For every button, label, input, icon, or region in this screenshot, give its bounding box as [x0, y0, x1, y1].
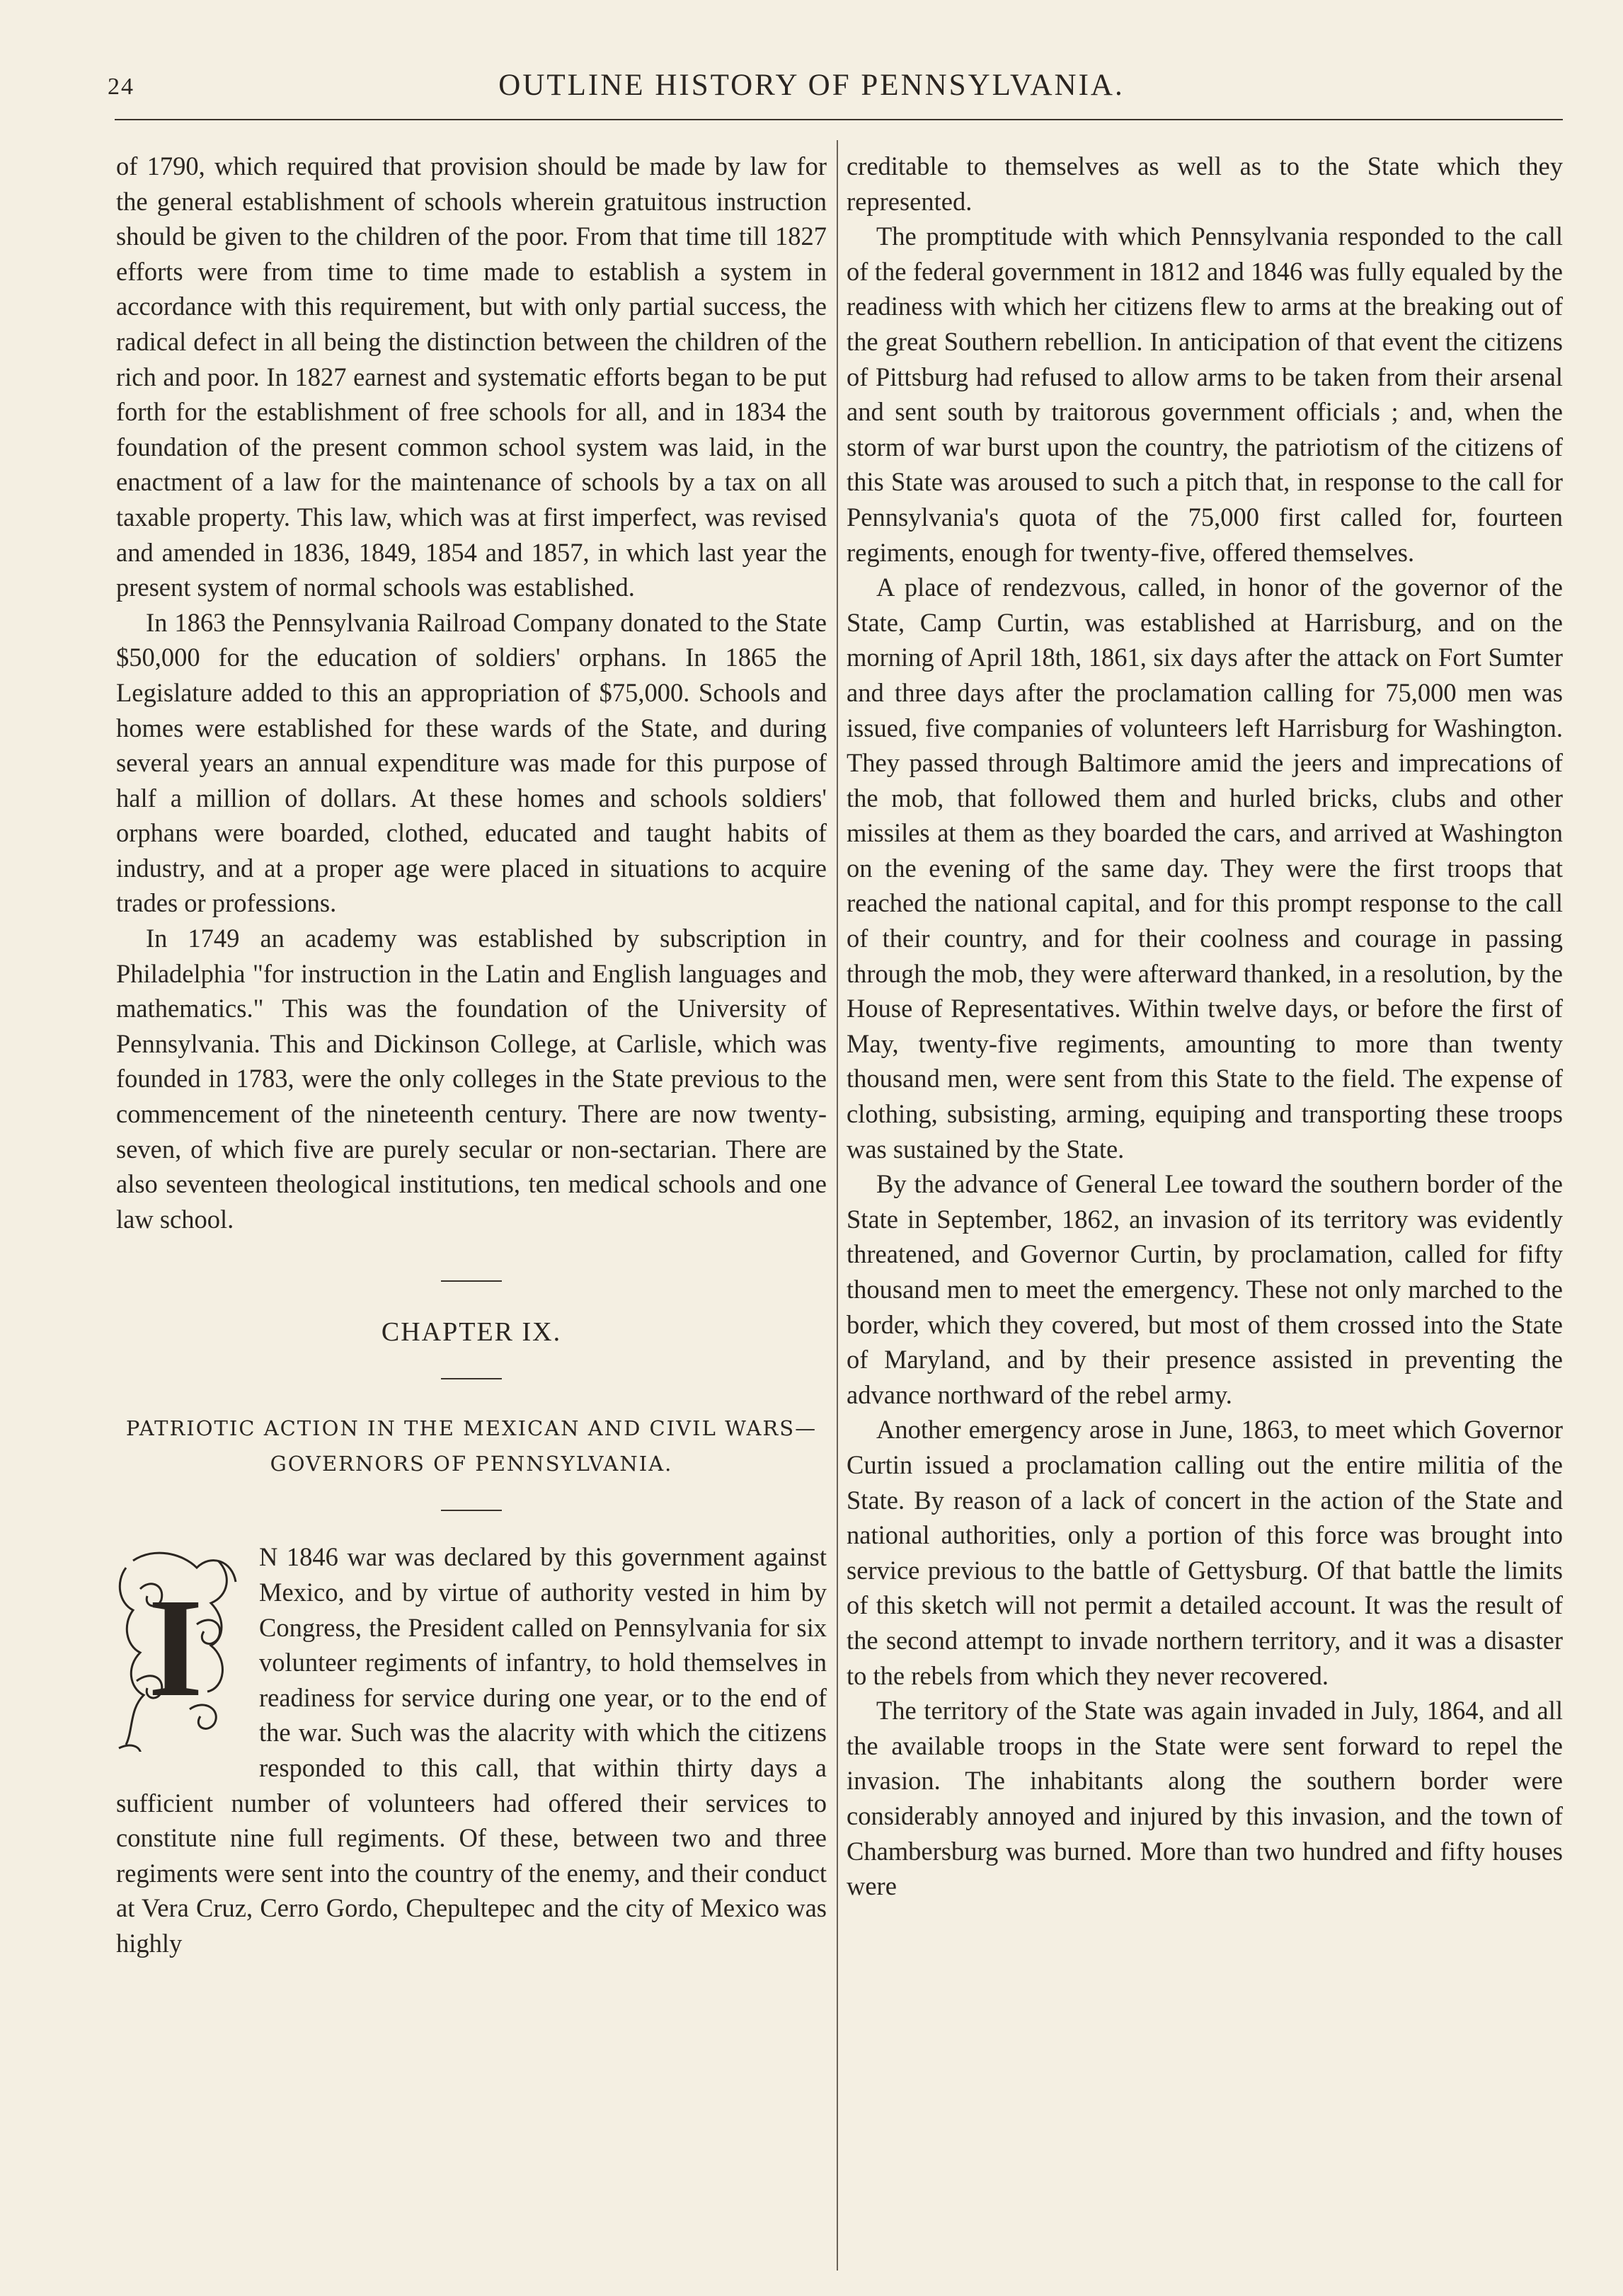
dropcap-letter: I	[148, 1570, 203, 1727]
header-rule	[115, 119, 1563, 120]
paragraph: In 1863 the Pennsylvania Railroad Company donated to the State $50,000 for the education of soldiers' orphans. In 1865 the Legislature added to this an appropriation of $75,000. Schools and homes were established for these wards of the State, and during several years an annual expenditure was made for this purpose of half a million of dollars. At these homes and schools soldiers' orphans were boarded, clothed, educated and taught habits of industry, and at a proper age were placed in situations to acquire trades or professions.	[116, 607, 827, 918]
paragraph: Another emergency arose in June, 1863, to meet which Governor Curtin issued a proclamation calling out the entire militia of the State. By reason of a lack of concert in the action of the State and national authorities, only a portion of this force was brought into service previous to the battle of Gettysburg. Of that battle the limits of this sketch will not permit a detailed account. It was the result of the second attempt to invade northern territory, and it was a disaster to the rebels from which they never recovered.	[847, 1415, 1563, 1690]
paragraph: The promptitude with which Pennsylvania responded to the call of the federal government in 1812 and 1846 was fully equaled by the readiness with which her citizens flew to arms at the breaking out of the great Southern rebellion. In anticipation of that event the citizens of Pittsburg had refused to allow arms to be taken from their arsenal and sent south by traitorous government officials ; and, when the storm of war burst upon the country, the patriotism of the citizens of this State was aroused to such a pitch that, in response to the call for Pennsylvania's quota of the 75,000 first called for, fourteen regiments, enough for twenty-five, offered themselves.	[847, 222, 1563, 567]
column-divider	[837, 140, 838, 2271]
page-number: 24	[108, 74, 134, 100]
ornamental-dropcap-icon	[112, 1546, 243, 1752]
paragraph: creditable to themselves as well as to the State which they represented.	[847, 151, 1563, 216]
paragraph: By the advance of General Lee toward the southern border of the State in September, 1862, an invasion of its territory was evidently threatened, and Governor Curtin, by proclamation, called for fifty thousand men to meet the emergency. These not only marched to the border, which they covered, but most of them crossed into the State of Maryland, and by their presence assisted in preventing the advance northward of the rebel army.	[847, 1169, 1563, 1409]
chapter-opening-text: N 1846 war was declared by this government against Mexico, and by virtue of authority vested in him by Congress, the President called on Pennsylvania for six volunteer regiments of infantry, to hold themselves in readiness for service during one year, or to the end of the war. Such was the alacrity with which the citizens responded to this call, that within thirty days a sufficient number of volunteers had offered their services to constitute nine full regiments. Of these, between two and three regiments were sent into the country of the enemy, and their conduct at Vera Cruz, Cerro Gordo, Chepultepec and the city of Mexico was highly	[116, 1542, 827, 1958]
chapter-subtitle-line: GOVERNORS OF PENNSYLVANIA.	[270, 1452, 673, 1476]
running-title: OUTLINE HISTORY OF PENNSYLVANIA.	[498, 69, 1125, 102]
paragraph: The territory of the State was again invaded in July, 1864, and all the available troops in the State were sent forward to repel the invasion. The inhabitants along the southern border were considerably annoyed and injured by this invasion, and the town of Chambersburg was burned. More than two hundred and fifty houses were	[847, 1696, 1563, 1901]
left-column	[116, 149, 827, 1961]
chapter-heading: CHAPTER IX.	[381, 1317, 562, 1348]
paragraph: A place of rendezvous, called, in honor of the governor of the State, Camp Curtin, was established at Harrisburg, and on the morning of April 18th, 1861, six days after the attack on Fort Sumter and three days after the proclamation calling for 75,000 men was issued, five companies of volunteers left Harrisburg for Washington. They passed through Baltimore amid the jeers and imprecations of the mob, that followed them and hurled bricks, clubs and other missiles at them as they boarded the cars, and arrived at Washington on the evening of the same day. They were the first troops that reached the national capital, and for this prompt response to the call of their country, and for their coolness and courage in passing through the mob, they were afterward thanked, in a resolution, by the House of Representatives. Within twelve days, or before the first of May, twenty-five regiments, amounting to more than twenty thousand men, were sent from this State to the field. The expense of clothing, subsisting, arming, equiping and transporting these troops was sustained by the State.	[847, 573, 1563, 1164]
chapter-subtitle-line: PATRIOTIC ACTION IN THE MEXICAN AND CIVIL WARS—	[125, 1416, 818, 1441]
paragraph	[116, 1539, 827, 1961]
paragraph: of 1790, which required that provision should be made by law for the general establishment of schools wherein gratuitous instruction should be given to the children of the poor. From that time till 1827 efforts were from time to time made to establish a system in accordance with this requirement, but with only partial success, the radical defect in all being the distinction between the children of the rich and poor. In 1827 earnest and systematic efforts began to be put forth for the establishment of free schools for all, and in 1834 the foundation of the present common school system was laid, in the enactment of a law for the maintenance of schools by a tax on all taxable property. This law, which was at first imperfect, was revised and amended in 1836, 1849, 1854 and 1857, in which last year the present system of normal schools was established.	[116, 151, 827, 602]
right-column	[847, 149, 1563, 1904]
paragraph: In 1749 an academy was established by subscription in Philadelphia "for instruction in the Latin and English languages and mathematics." This was the foundation of the University of Pennsylvania. This and Dickinson College, at Carlisle, which was founded in 1783, were the only colleges in the State previous to the commencement of the nineteenth century. There are now twenty-seven, of which five are purely secular or non-sectarian. There are also seventeen theological institutions, ten medical schools and one law school.	[116, 924, 827, 1234]
chapter-subtitle	[116, 1411, 827, 1481]
